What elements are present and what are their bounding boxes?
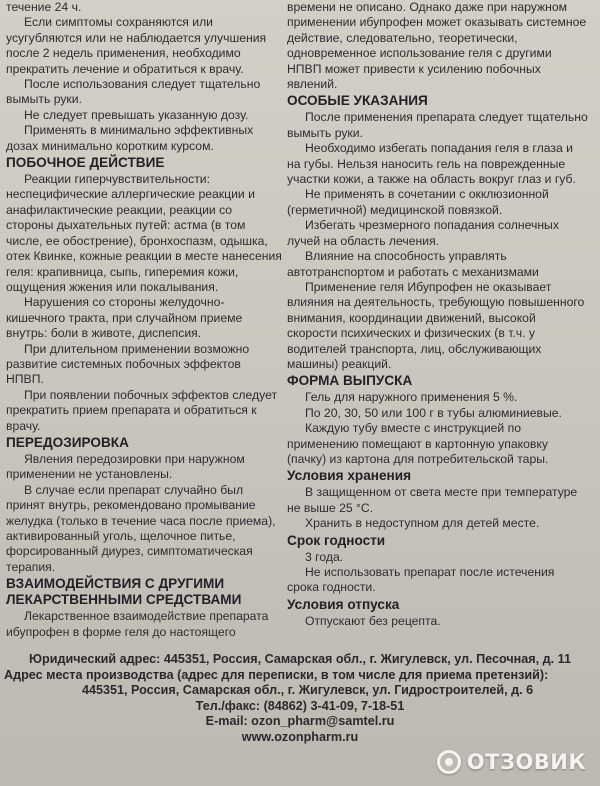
section-heading: ОСОБЫЕ УКАЗАНИЯ — [287, 93, 428, 109]
paragraph: Хранить в недоступном для детей месте. — [305, 516, 540, 531]
paragraph: Применение геля Ибупрофен не оказывает влияния на деятельность, требующую повышенного внимания, координации движений, высокой скорости психических и физических (в т.ч. у водителей транспорта, лиц, обслуживающих машины) реакций. — [287, 279, 585, 371]
paragraph: Избегать чрезмерного попадания солнечных лучей на область лечения. — [287, 218, 559, 248]
section-heading: Условия хранения — [287, 468, 412, 484]
paragraph: В защищенном от света месте при температуре не выше 25 °C. — [287, 485, 578, 515]
paragraph: Явления передозировки при наружном применении не установлены. — [6, 451, 245, 482]
left-column — [6, 0, 282, 640]
paragraph: Если симптомы сохраняются или усугубляются или не наблюдается улучшения после 2 недель применения, необходимо прекратить лечение и обратиться к врачу. — [6, 15, 267, 76]
watermark-text: ОТЗОВИК — [466, 750, 586, 774]
paragraph: Отпускают без рецепта. — [305, 613, 441, 628]
paragraph: При длительном применении возможно развитие системных побочных эффектов НПВП. — [6, 341, 250, 387]
legal-address: Юридический адрес: 445351, Россия, Самарская обл., г. Жигулевск, ул. Песочная, д. 11 — [29, 652, 571, 666]
section-heading: ПОБОЧНОЕ ДЕЙСТВИЕ — [6, 155, 165, 171]
paragraph: При появлении побочных эффектов следует прекратить прием препарата и обратиться к врачу. — [6, 387, 278, 433]
paragraph: 3 года. — [305, 549, 344, 564]
paragraph: Не применять в сочетании с окклюзионной (герметичной) медицинской повязкой. — [287, 187, 549, 217]
phone-fax: Тел./факс: (84862) 3-41-09, 7-18-51 — [195, 698, 405, 713]
website: www.ozonpharm.ru — [241, 729, 359, 744]
paragraph: Лекарственное взаимодействие препарата ибупрофен в форме геля до настоящего — [6, 609, 269, 639]
paragraph: После использования следует тщательно вымыть руки. — [6, 77, 261, 107]
section-heading: ВЗАИМОДЕЙСТВИЯ С ДРУГИМИ ЛЕКАРСТВЕННЫМИ СРЕДСТВАМИ — [6, 576, 242, 608]
email: E-mail: ozon_pharm@samtel.ru — [205, 714, 395, 729]
right-column — [287, 0, 589, 629]
paragraph: После применения препарата следует тщательно вымыть руки. — [287, 110, 588, 140]
paragraph: Влияние на способность управлять автотранспортом и работать с механизмами — [287, 249, 539, 279]
production-address: 445351, Россия, Самарская обл., г. Жигулевск, ул. Гидростроителей, д. 6 — [82, 683, 534, 698]
otzovik-logo-icon — [437, 750, 461, 774]
paragraph: Применять в минимально эффективных дозах минимально коротким курсом. — [6, 123, 254, 153]
paragraph: Каждую тубу вместе с инструкцией по применению помещают в картонную упаковку (пачку) из картона для потребительской тары. — [287, 421, 549, 466]
paragraph: По 20, 30, 50 или 100 г в тубы алюминиевые. — [305, 405, 562, 420]
section-heading: Срок годности — [287, 532, 386, 548]
paragraph: Гель для наружного применения 5 %. — [305, 390, 518, 405]
paragraph: Необходимо избегать попадания геля в глаза и на губы. Нельзя наносить гель на поврежденные участки кожи, а также на область вокруг глаз и губ. — [287, 141, 576, 187]
paragraph: Нарушения со стороны желудочно-кишечного тракта, при случайном приеме внутрь: боли в животе, диспепсия. — [6, 295, 243, 341]
paragraph: Не использовать препарат после истечения срока годности. — [287, 565, 555, 595]
section-heading: Условия отпуска — [287, 596, 400, 612]
manufacturer-footer — [4, 652, 596, 746]
paragraph: В случае если препарат случайно был принят внутрь, рекомендовано промывание желудка (только в течение часа после приема), активированный уголь, щелочное питье, форсированный диурез, симптоматическая терапия. — [6, 482, 276, 574]
paragraph: течение 24 ч. — [6, 0, 82, 14]
otzovik-watermark — [437, 750, 586, 774]
paragraph: времени не описано. Однако даже при наружном применении ибупрофен может оказывать системное действие, следовательно, теоретически, одновременное использование геля с другими НПВП может привести к усилению побочных явлений. — [287, 0, 587, 92]
section-heading: ФОРМА ВЫПУСКА — [287, 373, 413, 389]
production-address-label: Адрес места производства (адрес для переписки, в том числе для приема претензий): — [4, 667, 549, 682]
paragraph: Реакции гиперчувствительности: неспецифические аллергические реакции и анафилактические реакции, реакции со стороны дыхательных путей: астма (в том числе, ее обострение), бронхоспазм, одышка, отек Квинке, кожные реакции в месте нанесения геля: крапивница, сыпь, гиперемия кожи, ощущения жжения или покалывания. — [6, 172, 282, 294]
section-heading: ПЕРЕДОЗИРОВКА — [6, 434, 129, 450]
paragraph: Не следует превышать указанную дозу. — [24, 107, 249, 122]
